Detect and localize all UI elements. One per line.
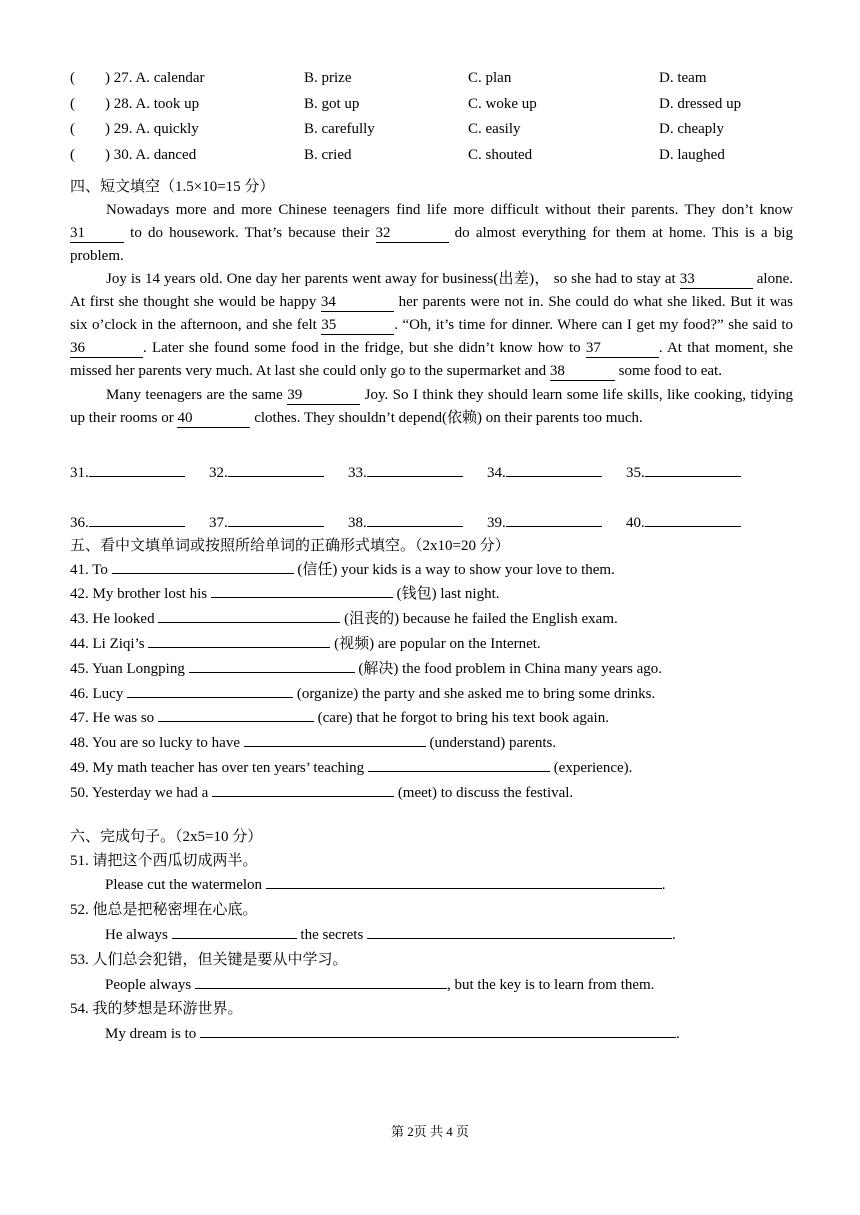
answer-39[interactable]: 39.	[487, 511, 626, 533]
fill-item-41: 41. To (信任) your kids is a way to show your love to them.	[70, 558, 793, 583]
fill-blank[interactable]	[368, 757, 550, 772]
sentence-51-cn: 51. 请把这个西瓜切成两半。	[70, 852, 258, 869]
fill-blank[interactable]	[127, 683, 293, 698]
sentence-blank[interactable]	[195, 974, 447, 989]
sentence-52-cn: 52. 他总是把秘密埋在心底。	[70, 902, 258, 919]
word-fill-list	[70, 558, 793, 806]
sentence-blank[interactable]	[172, 924, 297, 939]
answer-32[interactable]: 32.	[209, 461, 348, 483]
fill-blank[interactable]	[148, 633, 330, 648]
mc-option-b: B. prize	[304, 70, 352, 86]
blank-32[interactable]: 32	[376, 225, 449, 243]
sentence-54-en: My dream is to .	[70, 1022, 793, 1047]
mc-option-b: B. got up	[304, 95, 360, 112]
mc-question: ( ) 28. A. took up	[70, 95, 200, 112]
mc-option-c: C. shouted	[468, 147, 533, 164]
blank-35[interactable]: 35	[321, 317, 394, 335]
fill-blank[interactable]	[158, 707, 314, 722]
blank-38[interactable]: 38	[550, 363, 615, 381]
fill-item-44: 44. Li Ziqi’s (视频) are popular on the Internet.	[70, 632, 793, 657]
sentence-54-cn: 54. 我的梦想是环游世界。	[70, 1001, 243, 1018]
fill-blank[interactable]	[212, 782, 394, 797]
blank-34[interactable]: 34	[321, 294, 394, 312]
answer-36[interactable]: 36.	[70, 511, 209, 533]
mc-question: ( ) 29. A. quickly	[70, 121, 199, 138]
passage-paragraph-3: Many teenagers are the same 39 Joy. So I think they should learn some life skills, like cooking, tidying up their rooms or 40 clothes. They shouldn’t depend(依赖) on their parents too much.	[70, 386, 793, 426]
fill-item-47: 47. He was so (care) that he forgot to bring his text book again.	[70, 706, 793, 731]
answer-40[interactable]: 40.	[626, 511, 765, 533]
mc-option-c: C. easily	[468, 121, 521, 138]
answer-33[interactable]: 33.	[348, 461, 487, 483]
mc-row-28	[70, 92, 793, 118]
mc-option-d: D. team	[659, 70, 707, 86]
fill-item-49: 49. My math teacher has over ten years’ teaching (experience).	[70, 756, 793, 781]
blank-39[interactable]: 39	[287, 387, 360, 405]
fill-item-50: 50. Yesterday we had a (meet) to discuss the festival.	[70, 781, 793, 806]
fill-blank[interactable]	[112, 559, 294, 574]
sentence-list	[70, 849, 793, 1047]
answer-38[interactable]: 38.	[348, 511, 487, 533]
passage-paragraph-1: Nowadays more and more Chinese teenagers find life more difficult without their parents. They don’t know 31 to do housework. That’s because their 32 do almost everything for them at home. This is a big problem.	[70, 201, 793, 264]
fill-item-48: 48. You are so lucky to have (understand) parents.	[70, 731, 793, 756]
blank-40[interactable]: 40	[177, 410, 250, 428]
fill-item-46: 46. Lucy (organize) the party and she asked me to bring some drinks.	[70, 682, 793, 707]
fill-item-42: 42. My brother lost his (钱包) last night.	[70, 582, 793, 607]
mc-row-27	[70, 66, 793, 92]
fill-item-45: 45. Yuan Longping (解决) the food problem in China many years ago.	[70, 657, 793, 682]
section-4-title: 四、短文填空（1.5×10=15 分）	[70, 178, 275, 195]
answer-37[interactable]: 37.	[209, 511, 348, 533]
answer-34[interactable]: 34.	[487, 461, 626, 483]
sentence-blank[interactable]	[367, 924, 672, 939]
sentence-53-en: People always , but the key is to learn from them.	[70, 973, 793, 998]
fill-item-43: 43. He looked (沮丧的) because he failed the English exam.	[70, 607, 793, 632]
mc-question: ( ) 27. A. calendar	[70, 70, 205, 86]
multiple-choice-list	[70, 66, 793, 169]
answer-row-1	[70, 461, 793, 483]
answer-31[interactable]: 31.	[70, 461, 209, 483]
mc-option-d: D. laughed	[659, 147, 725, 164]
blank-36[interactable]: 36	[70, 340, 143, 358]
sentence-52-en: He always the secrets .	[70, 923, 793, 948]
mc-option-d: D. dressed up	[659, 95, 742, 112]
mc-option-b: B. cried	[304, 147, 352, 164]
fill-blank[interactable]	[189, 658, 355, 673]
page-footer: 第 2页 共 4 页	[390, 1124, 469, 1139]
sentence-51-en: Please cut the watermelon .	[70, 873, 793, 898]
mc-option-d: D. cheaply	[659, 121, 724, 138]
sentence-blank[interactable]	[200, 1023, 676, 1038]
sentence-blank[interactable]	[266, 874, 662, 889]
blank-33[interactable]: 33	[680, 271, 753, 289]
fill-blank[interactable]	[158, 608, 340, 623]
mc-option-b: B. carefully	[304, 121, 375, 138]
mc-option-c: C. woke up	[468, 95, 537, 112]
blank-37[interactable]: 37	[586, 340, 659, 358]
section-5-title: 五、看中文填单词或按照所给单词的正确形式填空。（2x10=20 分）	[70, 537, 510, 554]
mc-option-c: C. plan	[468, 70, 512, 86]
mc-row-30	[70, 143, 793, 169]
page-content	[70, 66, 793, 1047]
fill-blank[interactable]	[244, 732, 426, 747]
mc-question: ( ) 30. A. danced	[70, 147, 197, 164]
fill-blank[interactable]	[211, 583, 393, 598]
sentence-53-cn: 53. 人们总会犯错，但关键是要从中学习。	[70, 951, 348, 968]
passage-paragraph-2: Joy is 14 years old. One day her parents went away for business(出差)， so she had to stay at 33 alone. At first she thought she would be happy 34 her parents were not in. She could do what she liked. But it was six o’clock in the afternoon, and she felt 35 . “Oh, it’s time for dinner. Where can I get my food?” she said to 36 . Later she found some food in the fridge, but she didn’t know how to 37 . At that moment, she missed her parents very much. At last she could only go to the supermarket and 38 some food to eat.	[70, 271, 794, 380]
section-6-title: 六、完成句子。（2x5=10 分）	[70, 828, 263, 845]
answer-row-2	[70, 511, 793, 533]
mc-row-29	[70, 117, 793, 143]
answer-35[interactable]: 35.	[626, 461, 765, 483]
blank-31[interactable]: 31	[70, 225, 124, 243]
